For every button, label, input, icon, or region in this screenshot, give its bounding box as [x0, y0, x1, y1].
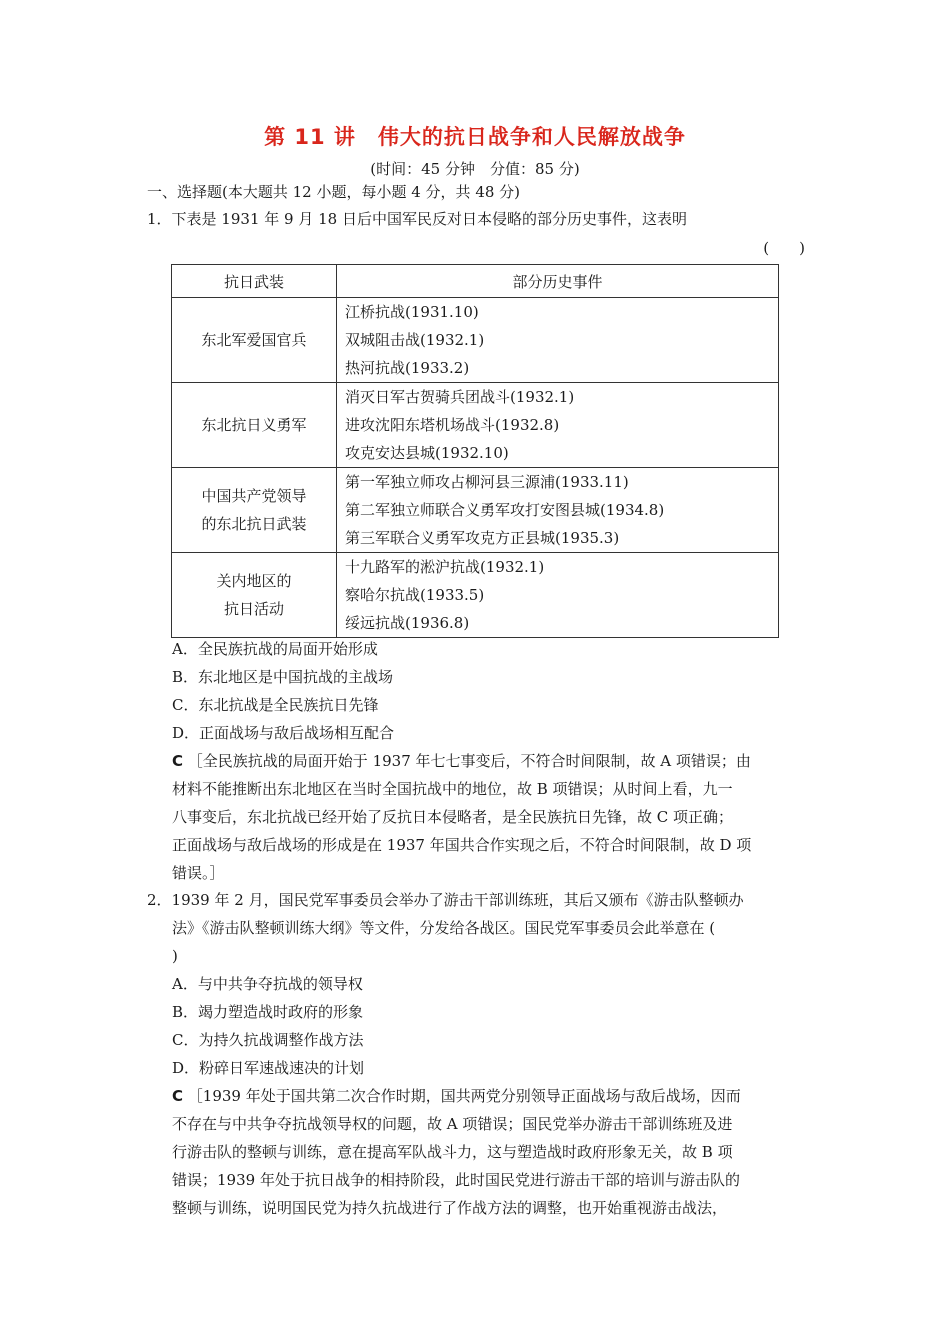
unit-name: 关内地区的 — [216, 572, 292, 590]
table-row — [172, 298, 779, 383]
table-cell-unit — [172, 298, 337, 383]
event-item: 第二军独立师联合义勇军攻打安图县城(1934.8) — [345, 501, 665, 519]
table-cell-events — [337, 383, 779, 468]
table-cell-unit — [172, 468, 337, 553]
page-subtitle: (时间：45 分钟 分值：85 分) — [370, 160, 580, 178]
table-row — [172, 553, 779, 638]
q2-explanation-line: 整顿与训练，说明国民党为持久抗战进行了作战方法的调整，也开始重视游击战法， — [172, 1199, 728, 1217]
event-item: 热河抗战(1933.2) — [345, 359, 470, 377]
q1-option-c: C．东北抗战是全民族抗日先锋 — [172, 696, 379, 714]
table-header-unit: 抗日武装 — [172, 265, 337, 298]
table-header-events: 部分历史事件 — [337, 265, 779, 298]
q2-answer: C — [172, 1087, 184, 1105]
unit-name: 中国共产党领导 — [201, 487, 307, 505]
table-cell-events — [337, 468, 779, 553]
q1-stem: 1．下表是 1931 年 9 月 18 日后中国军民反对日本侵略的部分历史事件，这表明 — [147, 210, 687, 228]
q2-stem-line: 2．1939 年 2 月，国民党军事委员会举办了游击干部训练班，其后又颁布《游击队整顿办 — [147, 891, 744, 909]
table-cell-events — [337, 553, 779, 638]
q2-stem-line: 法》《游击队整顿训练大纲》等文件，分发给各战区。国民党军事委员会此举意在 ( — [172, 919, 716, 937]
event-item: 十九路军的淞沪抗战(1932.1) — [345, 558, 545, 576]
unit-name: 的东北抗日武装 — [201, 515, 307, 533]
event-item: 进攻沈阳东塔机场战斗(1932.8) — [345, 416, 560, 434]
q2-explanation-line: 行游击队的整顿与训练，意在提高军队战斗力，这与塑造战时政府形象无关，故 B 项 — [172, 1143, 733, 1161]
event-item: 第一军独立师攻占柳河县三源浦(1933.11) — [345, 473, 629, 491]
q2-explanation-line — [172, 1086, 741, 1106]
event-item: 察哈尔抗战(1933.5) — [345, 586, 485, 604]
event-item: 第三军联合义勇军攻克方正县城(1935.3) — [345, 529, 620, 547]
q1-option-d: D．正面战场与敌后战场相互配合 — [172, 724, 395, 742]
table-cell-events — [337, 298, 779, 383]
q1-events-table — [171, 264, 779, 638]
q2-option-b: B．竭力塑造战时政府的形象 — [172, 1003, 364, 1021]
event-item: 绥远抗战(1936.8) — [345, 614, 470, 632]
event-item: 攻克安达县城(1932.10) — [345, 444, 509, 462]
q2-option-d: D．粉碎日军速战速决的计划 — [172, 1059, 365, 1077]
q1-explanation-line: 八事变后，东北抗战已经开始了反抗日本侵略者，是全民族抗日先锋，故 C 项正确； — [172, 808, 734, 826]
page-title: 第 11 讲 伟大的抗日战争和人民解放战争 — [264, 125, 686, 149]
table-cell-unit — [172, 553, 337, 638]
table-row — [172, 383, 779, 468]
event-item: 江桥抗战(1931.10) — [345, 303, 479, 321]
event-item: 双城阻击战(1932.1) — [345, 331, 485, 349]
explanation-text: ［1939 年处于国共第二次合作时期，国共两党分别领导正面战场与敌后战场，因而 — [187, 1087, 741, 1105]
table-row — [172, 468, 779, 553]
q1-explanation-line: 材料不能推断出东北地区在当时全国抗战中的地位，故 B 项错误；从时间上看，九一 — [172, 780, 733, 798]
q2-stem-line: ) — [172, 947, 178, 965]
section-heading: 一、选择题(本大题共 12 小题，每小题 4 分，共 48 分) — [147, 183, 521, 201]
q1-option-b: B．东北地区是中国抗战的主战场 — [172, 668, 394, 686]
q2-explanation-line: 不存在与中共争夺抗战领导权的问题，故 A 项错误；国民党举办游击干部训练班及进 — [172, 1115, 733, 1133]
explanation-text: ［全民族抗战的局面开始于 1937 年七七事变后，不符合时间限制，故 A 项错误；由 — [187, 752, 751, 770]
q2-explanation-line: 错误；1939 年处于抗日战争的相持阶段，此时国民党进行游击干部的培训与游击队的 — [172, 1171, 740, 1189]
q1-option-a: A．全民族抗战的局面开始形成 — [172, 640, 378, 658]
table-cell-unit — [172, 383, 337, 468]
unit-name: 东北军爱国官兵 — [201, 331, 307, 349]
event-item: 消灭日军古贺骑兵团战斗(1932.1) — [345, 388, 575, 406]
q2-option-c: C．为持久抗战调整作战方法 — [172, 1031, 364, 1049]
unit-name: 东北抗日义勇军 — [201, 416, 307, 434]
q1-answer: C — [172, 752, 184, 770]
q1-explanation-line — [172, 751, 751, 771]
q1-explanation-line: 正面战场与敌后战场的形成是在 1937 年国共合作实现之后，不符合时间限制，故 D 项 — [172, 836, 752, 854]
q1-explanation-line: 错误。］ — [172, 864, 225, 882]
unit-name: 抗日活动 — [223, 600, 284, 618]
q1-answer-blank: ( ) — [763, 239, 805, 257]
q2-option-a: A．与中共争夺抗战的领导权 — [172, 975, 363, 993]
